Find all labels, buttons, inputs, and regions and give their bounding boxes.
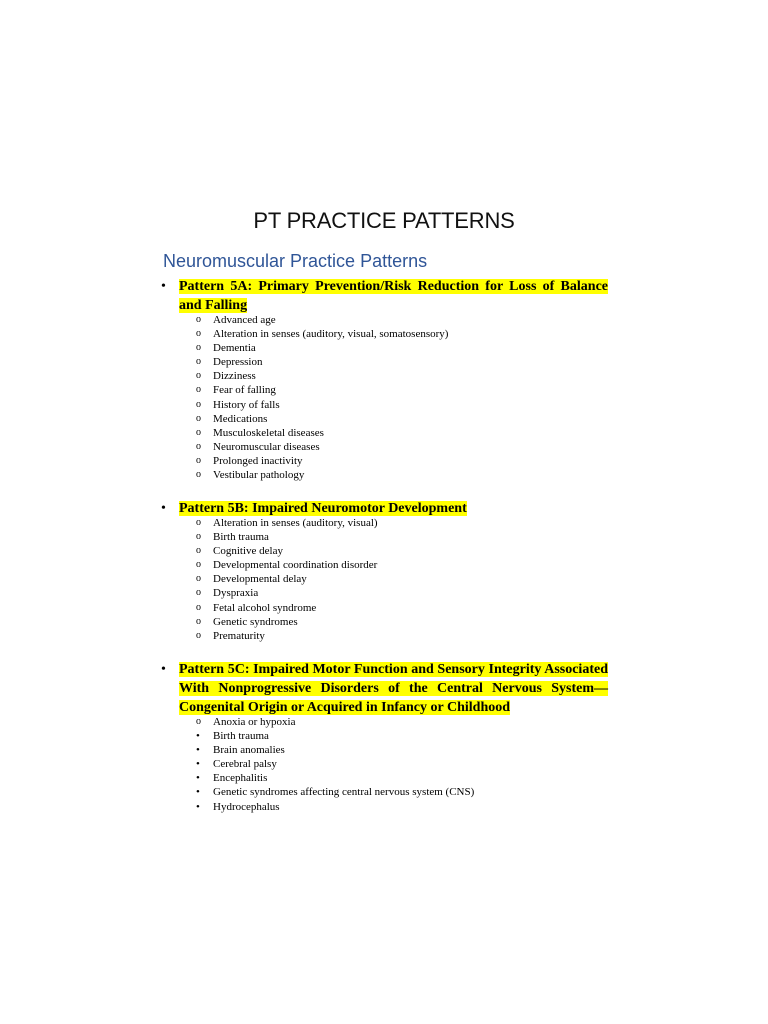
list-item: o Prematurity: [196, 629, 265, 642]
hollow-bullet-icon: o: [196, 716, 201, 727]
hollow-bullet-icon: o: [196, 601, 201, 613]
list-item: o Advanced age: [196, 314, 276, 326]
list-item: o Fetal alcohol syndrome: [196, 601, 317, 614]
bullet-icon: •: [161, 501, 166, 516]
hollow-bullet-icon: o: [196, 629, 201, 641]
pattern-5c: [160, 660, 608, 814]
hollow-bullet-icon: o: [196, 342, 201, 354]
list-item: • Birth trauma: [196, 730, 269, 743]
list-item: o Prolonged inactivity: [196, 454, 303, 467]
list-item: o Fear of falling: [196, 384, 276, 397]
hollow-bullet-icon: o: [196, 517, 201, 528]
hollow-bullet-icon: o: [196, 545, 201, 557]
item-list: [160, 715, 608, 814]
list-item: o Genetic syndromes: [196, 615, 298, 628]
bullet-icon: •: [161, 279, 166, 294]
list-item: o Dementia: [196, 342, 256, 355]
hollow-bullet-icon: o: [196, 615, 201, 627]
hollow-bullet-icon: o: [196, 573, 201, 585]
list-item: • Hydrocephalus: [196, 800, 280, 813]
hollow-bullet-icon: o: [196, 426, 201, 438]
hollow-bullet-icon: o: [196, 412, 201, 424]
hollow-bullet-icon: o: [196, 314, 201, 325]
list-item: o Medications: [196, 412, 268, 425]
item-list: [160, 313, 608, 482]
list-item: • Genetic syndromes affecting central nervous system (CNS): [196, 786, 475, 799]
pattern-5a: [160, 277, 608, 482]
solid-bullet-icon: •: [196, 744, 200, 757]
hollow-bullet-icon: o: [196, 440, 201, 452]
highlighted-heading: Pattern 5C: Impaired Motor Function and Sensory Integrity Associated With Nonprogressive Disorders of the Central Nervous System—Congenital Origin or Acquired in Infancy or Childhood: [179, 662, 608, 715]
hollow-bullet-icon: o: [196, 356, 201, 368]
section-heading: Neuromuscular Practice Patterns: [163, 251, 428, 271]
highlighted-heading: Pattern 5B: Impaired Neuromotor Development: [179, 501, 467, 516]
list-item: o Vestibular pathology: [196, 469, 305, 482]
hollow-bullet-icon: o: [196, 587, 201, 599]
list-item: o Alteration in senses (auditory, visual, somatosensory): [196, 328, 449, 341]
list-item: • Cerebral palsy: [196, 758, 277, 771]
solid-bullet-icon: •: [196, 786, 200, 799]
hollow-bullet-icon: o: [196, 328, 201, 340]
hollow-bullet-icon: o: [196, 370, 201, 382]
hollow-bullet-icon: o: [196, 398, 201, 410]
list-item: o Dyspraxia: [196, 587, 259, 600]
list-item: o Alteration in senses (auditory, visual): [196, 517, 378, 529]
hollow-bullet-icon: o: [196, 454, 201, 466]
solid-bullet-icon: •: [196, 800, 200, 813]
hollow-bullet-icon: o: [196, 384, 201, 396]
list-item: • Brain anomalies: [196, 744, 285, 757]
list-item: o Developmental coordination disorder: [196, 559, 378, 572]
list-item: • Encephalitis: [196, 772, 268, 785]
item-list: [160, 516, 608, 643]
pattern-5b: [160, 499, 608, 643]
highlighted-heading: Pattern 5A: Primary Prevention/Risk Reduction for Loss of Balance and Falling: [179, 279, 608, 313]
list-item: o Developmental delay: [196, 573, 307, 586]
list-item: o Dizziness: [196, 370, 256, 383]
list-item: o Neuromuscular diseases: [196, 440, 320, 453]
solid-bullet-icon: •: [196, 772, 200, 785]
pattern-header: [160, 660, 608, 717]
pattern-header: [160, 277, 608, 315]
list-item: o Musculoskeletal diseases: [196, 426, 324, 439]
hollow-bullet-icon: o: [196, 531, 201, 543]
page-title: PT PRACTICE PATTERNS: [253, 208, 515, 233]
list-item: o Birth trauma: [196, 531, 269, 544]
hollow-bullet-icon: o: [196, 469, 201, 481]
list-item: o Cognitive delay: [196, 545, 283, 558]
solid-bullet-icon: •: [196, 758, 200, 771]
list-item: o History of falls: [196, 398, 280, 411]
hollow-bullet-icon: o: [196, 559, 201, 571]
bullet-icon: •: [161, 662, 166, 677]
solid-bullet-icon: •: [196, 730, 200, 743]
list-item: o Anoxia or hypoxia: [196, 716, 296, 728]
list-item: o Depression: [196, 356, 263, 369]
